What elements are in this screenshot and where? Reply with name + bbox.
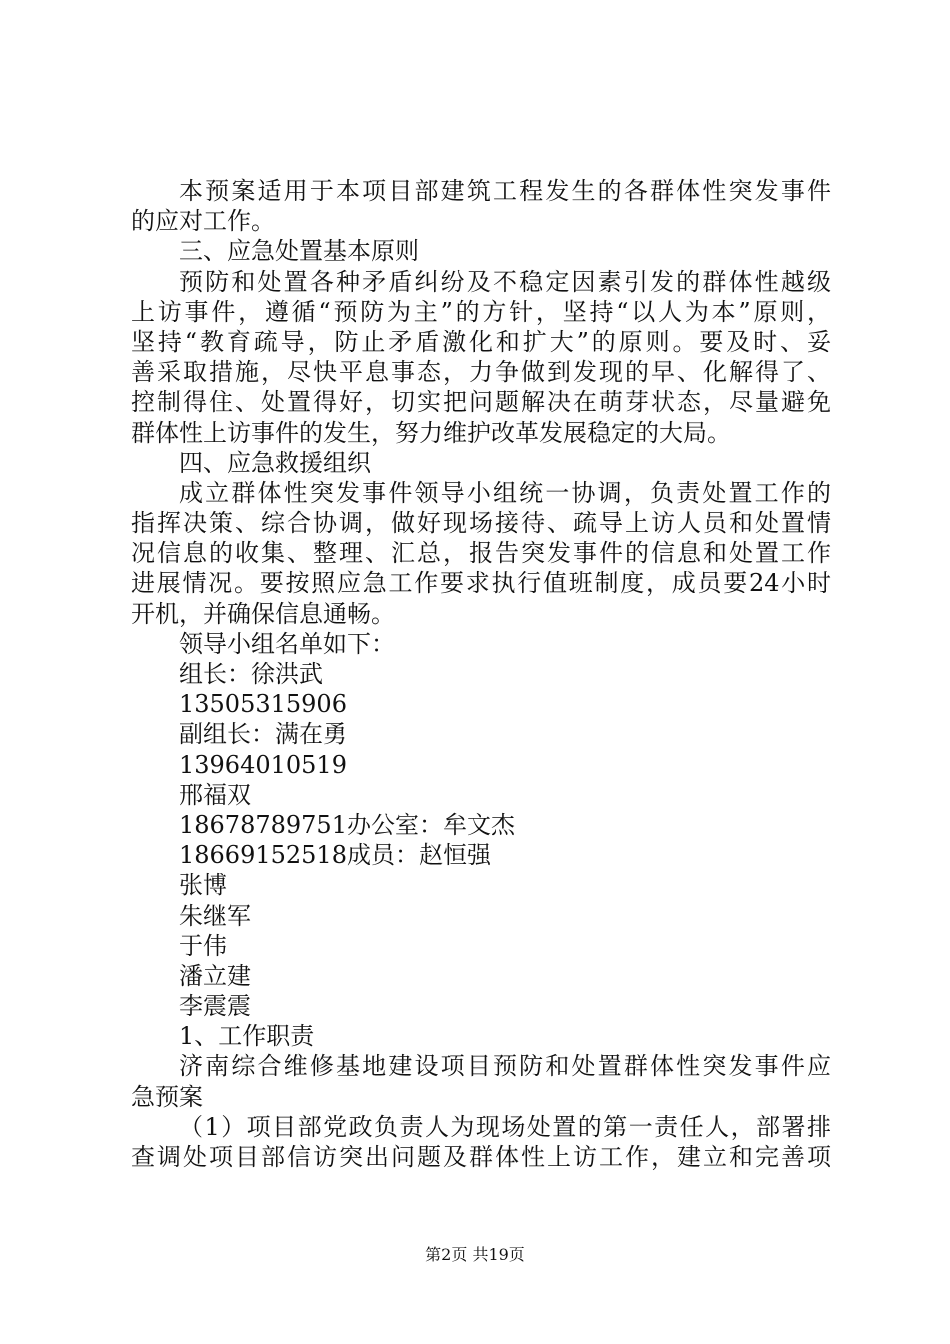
paragraph-line: 群体性上访事件的发生，努力维护改革发展稳定的大局。 xyxy=(131,418,731,447)
list-item: 潘立建 xyxy=(179,961,251,990)
paragraph-line: 进展情况。要按照应急工作要求执行值班制度，成员要24小时 xyxy=(131,569,831,598)
page-number: 第2页 共19页 xyxy=(425,1245,525,1264)
paragraph-line: 济南综合维修基地建设项目预防和处置群体性突发事件应 xyxy=(179,1052,831,1081)
paragraph-line: 的应对工作。 xyxy=(131,207,275,236)
section-heading: 四、应急救援组织 xyxy=(179,448,371,477)
list-item: 李震震 xyxy=(179,992,251,1021)
paragraph-line: 开机，并确保信息通畅。 xyxy=(131,599,395,628)
paragraph-line: 查调处项目部信访突出问题及群体性上访工作，建立和完善项 xyxy=(131,1143,831,1171)
list-item: 组长：徐洪武 xyxy=(179,660,323,688)
list-item: 朱继军 xyxy=(179,901,251,930)
paragraph-line: 预防和处置各种矛盾纠纷及不稳定因素引发的群体性越级 xyxy=(179,267,831,296)
paragraph-line: 成立群体性突发事件领导小组统一协调，负责处置工作的 xyxy=(179,478,831,507)
list-item: 于伟 xyxy=(179,931,227,960)
list-item: 邢福双 xyxy=(179,780,251,809)
list-item: 18678789751办公室：牟文杰 xyxy=(179,810,515,839)
paragraph-line: 指挥决策、综合协调，做好现场接待、疏导上访人员和处置情 xyxy=(131,509,831,538)
section-heading: 1、工作职责 xyxy=(179,1022,315,1051)
paragraph-line: 况信息的收集、整理、汇总，报告突发事件的信息和处置工作 xyxy=(131,539,831,568)
list-item: 18669152518成员：赵恒强 xyxy=(179,841,491,870)
paragraph-line: 坚持“教育疏导，防止矛盾激化和扩大”的原则。要及时、妥 xyxy=(131,327,831,356)
list-item: 13505315906 xyxy=(179,690,347,719)
paragraph-line: 急预案 xyxy=(131,1082,203,1111)
paragraph-line: 上访事件，遵循“预防为主”的方针，坚持“以人为本”原则， xyxy=(131,297,831,326)
paragraph-line: 善采取措施，尽快平息事态，力争做到发现的早、化解得了、 xyxy=(131,358,831,387)
list-item: 13964010519 xyxy=(179,750,347,779)
section-heading: 三、应急处置基本原则 xyxy=(179,237,419,266)
paragraph-line: 本预案适用于本项目部建筑工程发生的各群体性突发事件 xyxy=(179,177,831,205)
list-heading: 领导小组名单如下： xyxy=(179,629,395,658)
document-body xyxy=(131,176,831,1172)
list-item: 张博 xyxy=(179,871,227,900)
paragraph-line: 控制得住、处置得好，切实把问题解决在萌芽状态，尽量避免 xyxy=(131,388,831,417)
list-item: 副组长：满在勇 xyxy=(179,720,347,749)
paragraph-line: （1）项目部党政负责人为现场处置的第一责任人，部署排 xyxy=(179,1112,831,1141)
